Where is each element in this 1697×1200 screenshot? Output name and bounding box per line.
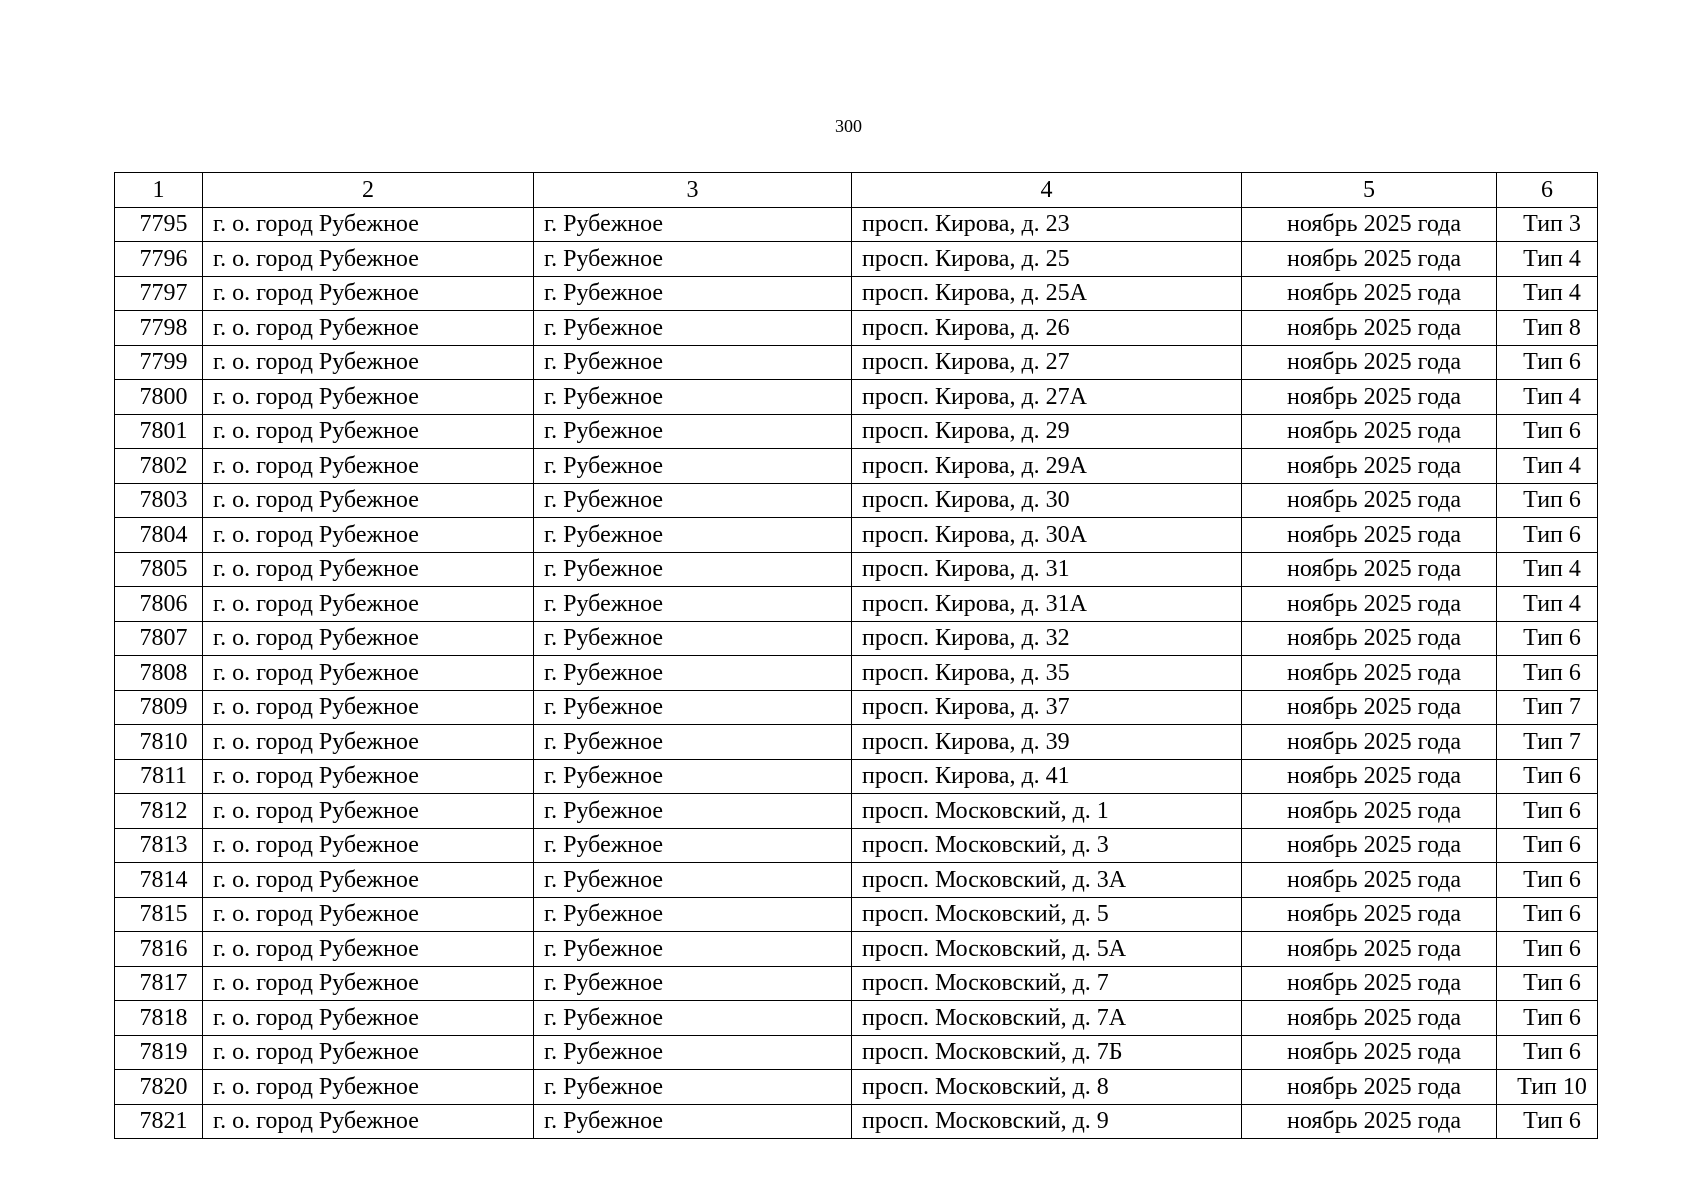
address-cell: просп. Московский, д. 5А — [852, 932, 1242, 967]
row-number-cell: 7802 — [115, 449, 203, 484]
date-cell: ноябрь 2025 года — [1242, 1104, 1497, 1139]
table-row — [115, 828, 1598, 863]
row-number-cell: 7815 — [115, 897, 203, 932]
settlement-cell: г. Рубежное — [534, 242, 852, 277]
row-number-cell: 7800 — [115, 380, 203, 415]
date-cell: ноябрь 2025 года — [1242, 552, 1497, 587]
district-cell: г. о. город Рубежное — [203, 345, 534, 380]
district-cell: г. о. город Рубежное — [203, 897, 534, 932]
column-header: 6 — [1497, 173, 1598, 208]
district-cell: г. о. город Рубежное — [203, 1001, 534, 1036]
table-row — [115, 276, 1598, 311]
date-cell: ноябрь 2025 года — [1242, 380, 1497, 415]
district-cell: г. о. город Рубежное — [203, 690, 534, 725]
address-cell: просп. Кирова, д. 31А — [852, 587, 1242, 622]
table-row — [115, 1104, 1598, 1139]
row-number-cell: 7796 — [115, 242, 203, 277]
type-cell: Тип 6 — [1497, 966, 1598, 1001]
date-cell: ноябрь 2025 года — [1242, 1001, 1497, 1036]
address-cell: просп. Кирова, д. 41 — [852, 759, 1242, 794]
row-number-cell: 7798 — [115, 311, 203, 346]
page-number: 300 — [835, 116, 862, 136]
type-cell: Тип 6 — [1497, 897, 1598, 932]
address-cell: просп. Кирова, д. 30А — [852, 518, 1242, 553]
address-cell: просп. Московский, д. 7 — [852, 966, 1242, 1001]
settlement-cell: г. Рубежное — [534, 414, 852, 449]
district-cell: г. о. город Рубежное — [203, 966, 534, 1001]
type-cell: Тип 7 — [1497, 725, 1598, 760]
district-cell: г. о. город Рубежное — [203, 276, 534, 311]
column-header: 5 — [1242, 173, 1497, 208]
table-row — [115, 794, 1598, 829]
district-cell: г. о. город Рубежное — [203, 483, 534, 518]
table-row — [115, 552, 1598, 587]
address-cell: просп. Московский, д. 7А — [852, 1001, 1242, 1036]
date-cell: ноябрь 2025 года — [1242, 207, 1497, 242]
type-cell: Тип 6 — [1497, 1035, 1598, 1070]
row-number-cell: 7799 — [115, 345, 203, 380]
row-number-cell: 7811 — [115, 759, 203, 794]
row-number-cell: 7807 — [115, 621, 203, 656]
date-cell: ноябрь 2025 года — [1242, 276, 1497, 311]
row-number-cell: 7795 — [115, 207, 203, 242]
row-number-cell: 7809 — [115, 690, 203, 725]
table-row — [115, 897, 1598, 932]
settlement-cell: г. Рубежное — [534, 276, 852, 311]
table-row — [115, 759, 1598, 794]
type-cell: Тип 6 — [1497, 794, 1598, 829]
address-cell: просп. Кирова, д. 25А — [852, 276, 1242, 311]
date-cell: ноябрь 2025 года — [1242, 345, 1497, 380]
type-cell: Тип 6 — [1497, 483, 1598, 518]
district-cell: г. о. город Рубежное — [203, 518, 534, 553]
date-cell: ноябрь 2025 года — [1242, 449, 1497, 484]
table-header — [115, 173, 1598, 208]
district-cell: г. о. город Рубежное — [203, 311, 534, 346]
district-cell: г. о. город Рубежное — [203, 656, 534, 691]
address-cell: просп. Московский, д. 1 — [852, 794, 1242, 829]
type-cell: Тип 4 — [1497, 380, 1598, 415]
row-number-cell: 7808 — [115, 656, 203, 691]
row-number-cell: 7797 — [115, 276, 203, 311]
row-number-cell: 7812 — [115, 794, 203, 829]
date-cell: ноябрь 2025 года — [1242, 828, 1497, 863]
address-cell: просп. Московский, д. 9 — [852, 1104, 1242, 1139]
district-cell: г. о. город Рубежное — [203, 794, 534, 829]
settlement-cell: г. Рубежное — [534, 794, 852, 829]
type-cell: Тип 4 — [1497, 587, 1598, 622]
row-number-cell: 7817 — [115, 966, 203, 1001]
settlement-cell: г. Рубежное — [534, 1104, 852, 1139]
settlement-cell: г. Рубежное — [534, 897, 852, 932]
row-number-cell: 7810 — [115, 725, 203, 760]
row-number-cell: 7805 — [115, 552, 203, 587]
type-cell: Тип 6 — [1497, 621, 1598, 656]
district-cell: г. о. город Рубежное — [203, 1070, 534, 1105]
date-cell: ноябрь 2025 года — [1242, 690, 1497, 725]
table-row — [115, 207, 1598, 242]
date-cell: ноябрь 2025 года — [1242, 863, 1497, 898]
type-cell: Тип 4 — [1497, 276, 1598, 311]
settlement-cell: г. Рубежное — [534, 345, 852, 380]
table-row — [115, 656, 1598, 691]
district-cell: г. о. город Рубежное — [203, 449, 534, 484]
table-body — [115, 207, 1598, 1139]
table-row — [115, 242, 1598, 277]
type-cell: Тип 6 — [1497, 414, 1598, 449]
date-cell: ноябрь 2025 года — [1242, 483, 1497, 518]
district-cell: г. о. город Рубежное — [203, 207, 534, 242]
table-row — [115, 518, 1598, 553]
district-cell: г. о. город Рубежное — [203, 552, 534, 587]
date-cell: ноябрь 2025 года — [1242, 966, 1497, 1001]
table-row — [115, 449, 1598, 484]
district-cell: г. о. город Рубежное — [203, 725, 534, 760]
settlement-cell: г. Рубежное — [534, 759, 852, 794]
table-row — [115, 380, 1598, 415]
date-cell: ноябрь 2025 года — [1242, 656, 1497, 691]
settlement-cell: г. Рубежное — [534, 552, 852, 587]
date-cell: ноябрь 2025 года — [1242, 242, 1497, 277]
type-cell: Тип 6 — [1497, 932, 1598, 967]
row-number-cell: 7820 — [115, 1070, 203, 1105]
table-row — [115, 932, 1598, 967]
type-cell: Тип 4 — [1497, 449, 1598, 484]
header-row — [115, 173, 1598, 208]
settlement-cell: г. Рубежное — [534, 828, 852, 863]
column-header: 4 — [852, 173, 1242, 208]
settlement-cell: г. Рубежное — [534, 966, 852, 1001]
table-row — [115, 1070, 1598, 1105]
settlement-cell: г. Рубежное — [534, 1001, 852, 1036]
type-cell: Тип 6 — [1497, 1001, 1598, 1036]
row-number-cell: 7804 — [115, 518, 203, 553]
row-number-cell: 7806 — [115, 587, 203, 622]
type-cell: Тип 4 — [1497, 242, 1598, 277]
row-number-cell: 7818 — [115, 1001, 203, 1036]
settlement-cell: г. Рубежное — [534, 1070, 852, 1105]
type-cell: Тип 6 — [1497, 345, 1598, 380]
date-cell: ноябрь 2025 года — [1242, 932, 1497, 967]
row-number-cell: 7801 — [115, 414, 203, 449]
district-cell: г. о. город Рубежное — [203, 621, 534, 656]
address-cell: просп. Кирова, д. 27А — [852, 380, 1242, 415]
column-header: 1 — [115, 173, 203, 208]
district-cell: г. о. город Рубежное — [203, 828, 534, 863]
date-cell: ноябрь 2025 года — [1242, 759, 1497, 794]
date-cell: ноябрь 2025 года — [1242, 1035, 1497, 1070]
row-number-cell: 7814 — [115, 863, 203, 898]
date-cell: ноябрь 2025 года — [1242, 621, 1497, 656]
address-cell: просп. Кирова, д. 23 — [852, 207, 1242, 242]
column-header: 3 — [534, 173, 852, 208]
settlement-cell: г. Рубежное — [534, 518, 852, 553]
date-cell: ноябрь 2025 года — [1242, 897, 1497, 932]
settlement-cell: г. Рубежное — [534, 207, 852, 242]
type-cell: Тип 4 — [1497, 552, 1598, 587]
settlement-cell: г. Рубежное — [534, 587, 852, 622]
address-cell: просп. Московский, д. 7Б — [852, 1035, 1242, 1070]
district-cell: г. о. город Рубежное — [203, 759, 534, 794]
settlement-cell: г. Рубежное — [534, 449, 852, 484]
district-cell: г. о. город Рубежное — [203, 587, 534, 622]
type-cell: Тип 6 — [1497, 863, 1598, 898]
district-cell: г. о. город Рубежное — [203, 932, 534, 967]
table-row — [115, 345, 1598, 380]
settlement-cell: г. Рубежное — [534, 690, 852, 725]
date-cell: ноябрь 2025 года — [1242, 518, 1497, 553]
row-number-cell: 7803 — [115, 483, 203, 518]
date-cell: ноябрь 2025 года — [1242, 311, 1497, 346]
table-row — [115, 621, 1598, 656]
table-row — [115, 483, 1598, 518]
address-cell: просп. Кирова, д. 29 — [852, 414, 1242, 449]
address-cell: просп. Кирова, д. 37 — [852, 690, 1242, 725]
type-cell: Тип 6 — [1497, 518, 1598, 553]
district-cell: г. о. город Рубежное — [203, 1035, 534, 1070]
settlement-cell: г. Рубежное — [534, 311, 852, 346]
district-cell: г. о. город Рубежное — [203, 863, 534, 898]
table-row — [115, 966, 1598, 1001]
row-number-cell: 7813 — [115, 828, 203, 863]
table-row — [115, 311, 1598, 346]
date-cell: ноябрь 2025 года — [1242, 1070, 1497, 1105]
district-cell: г. о. город Рубежное — [203, 380, 534, 415]
column-header: 2 — [203, 173, 534, 208]
district-cell: г. о. город Рубежное — [203, 242, 534, 277]
address-cell: просп. Кирова, д. 27 — [852, 345, 1242, 380]
table-row — [115, 863, 1598, 898]
table-row — [115, 414, 1598, 449]
address-cell: просп. Московский, д. 3 — [852, 828, 1242, 863]
type-cell: Тип 7 — [1497, 690, 1598, 725]
table-row — [115, 587, 1598, 622]
type-cell: Тип 6 — [1497, 1104, 1598, 1139]
row-number-cell: 7816 — [115, 932, 203, 967]
settlement-cell: г. Рубежное — [534, 725, 852, 760]
row-number-cell: 7819 — [115, 1035, 203, 1070]
date-cell: ноябрь 2025 года — [1242, 725, 1497, 760]
settlement-cell: г. Рубежное — [534, 656, 852, 691]
type-cell: Тип 10 — [1497, 1070, 1598, 1105]
table-row — [115, 690, 1598, 725]
address-cell: просп. Московский, д. 5 — [852, 897, 1242, 932]
date-cell: ноябрь 2025 года — [1242, 414, 1497, 449]
type-cell: Тип 6 — [1497, 656, 1598, 691]
settlement-cell: г. Рубежное — [534, 1035, 852, 1070]
address-cell: просп. Кирова, д. 30 — [852, 483, 1242, 518]
address-cell: просп. Кирова, д. 39 — [852, 725, 1242, 760]
settlement-cell: г. Рубежное — [534, 483, 852, 518]
address-cell: просп. Московский, д. 3А — [852, 863, 1242, 898]
type-cell: Тип 6 — [1497, 759, 1598, 794]
table-row — [115, 725, 1598, 760]
settlement-cell: г. Рубежное — [534, 932, 852, 967]
address-cell: просп. Кирова, д. 35 — [852, 656, 1242, 691]
date-cell: ноябрь 2025 года — [1242, 794, 1497, 829]
type-cell: Тип 3 — [1497, 207, 1598, 242]
row-number-cell: 7821 — [115, 1104, 203, 1139]
address-cell: просп. Кирова, д. 31 — [852, 552, 1242, 587]
table-row — [115, 1035, 1598, 1070]
registry-table — [114, 172, 1598, 1139]
type-cell: Тип 6 — [1497, 828, 1598, 863]
address-cell: просп. Кирова, д. 32 — [852, 621, 1242, 656]
address-cell: просп. Кирова, д. 29А — [852, 449, 1242, 484]
type-cell: Тип 8 — [1497, 311, 1598, 346]
settlement-cell: г. Рубежное — [534, 621, 852, 656]
settlement-cell: г. Рубежное — [534, 380, 852, 415]
table-row — [115, 1001, 1598, 1036]
address-cell: просп. Кирова, д. 26 — [852, 311, 1242, 346]
address-cell: просп. Московский, д. 8 — [852, 1070, 1242, 1105]
district-cell: г. о. город Рубежное — [203, 1104, 534, 1139]
district-cell: г. о. город Рубежное — [203, 414, 534, 449]
address-cell: просп. Кирова, д. 25 — [852, 242, 1242, 277]
date-cell: ноябрь 2025 года — [1242, 587, 1497, 622]
settlement-cell: г. Рубежное — [534, 863, 852, 898]
